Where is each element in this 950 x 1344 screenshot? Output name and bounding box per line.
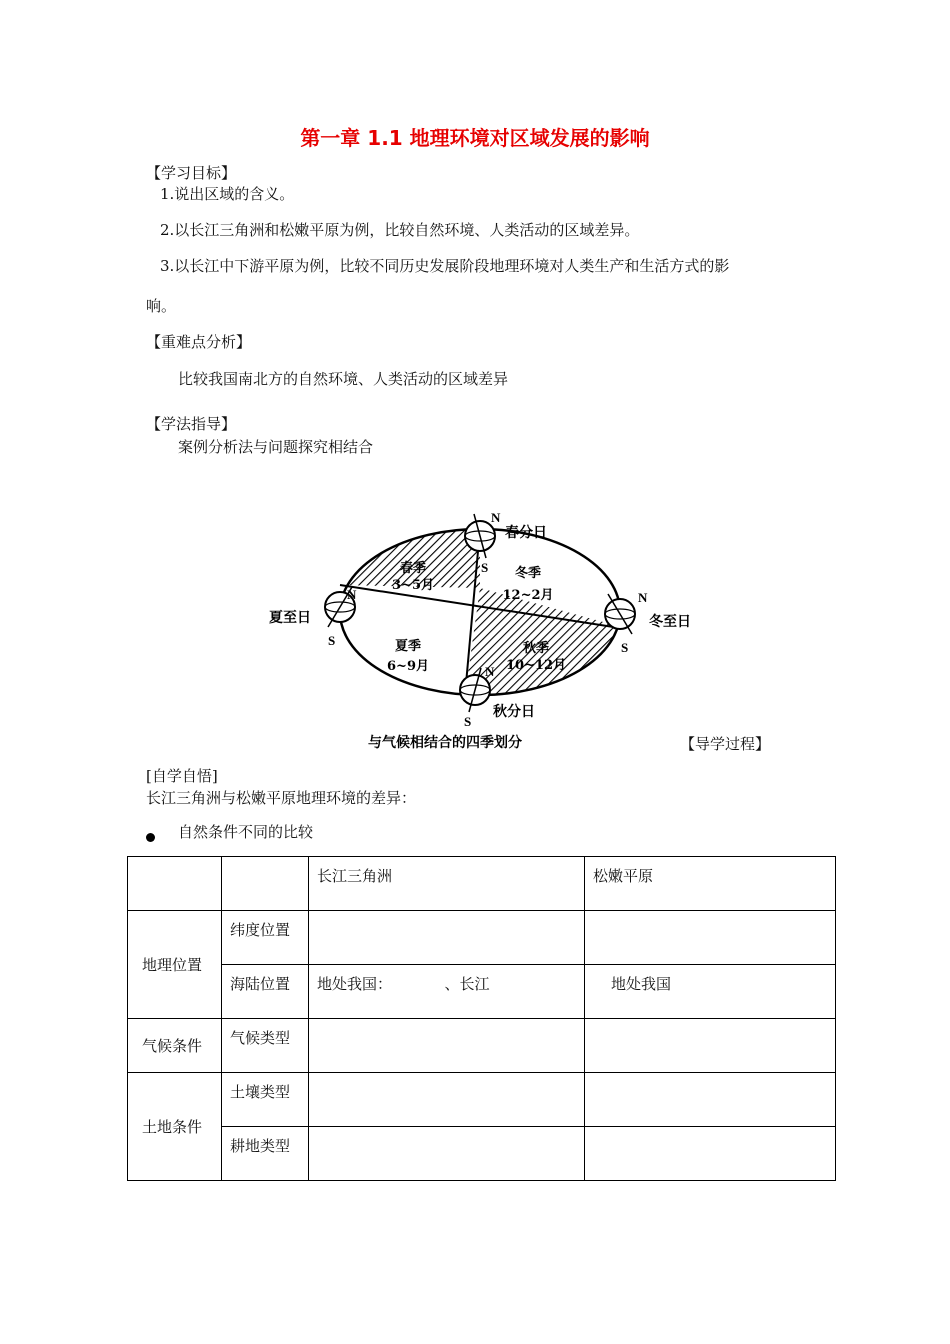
table-row xyxy=(128,857,836,911)
cell-sea-songnen[interactable]: 地处我国 xyxy=(585,965,836,1019)
cell-sea-yangtze[interactable]: 地处我国： 、长江 xyxy=(309,965,585,1019)
cell-lat-yangtze[interactable] xyxy=(309,911,585,965)
cell-soil-songnen[interactable] xyxy=(585,1073,836,1127)
spring-equinox-label: 春分日 xyxy=(505,525,547,541)
south-label: S xyxy=(328,633,336,648)
cell-lat-songnen[interactable] xyxy=(585,911,836,965)
row-soil-type: 土壤类型 xyxy=(222,1073,309,1127)
group-climate: 气候条件 xyxy=(128,1019,222,1073)
south-label: S xyxy=(481,560,489,575)
bullet-dot-icon xyxy=(146,827,155,846)
seasons-orbit-figure xyxy=(255,510,705,755)
north-label: N xyxy=(638,590,648,605)
table-row xyxy=(128,1127,836,1181)
autumn-equinox-label: 秋分日 xyxy=(493,704,535,720)
cell-soil-yangtze[interactable] xyxy=(309,1073,585,1127)
goal-item-3-cont: 响。 xyxy=(146,297,177,315)
south-label: S xyxy=(621,640,629,655)
row-sea-land: 海陆位置 xyxy=(222,965,309,1019)
cell-climate-yangtze[interactable] xyxy=(309,1019,585,1073)
winter-months: 12~2月 xyxy=(502,588,554,603)
group-land: 土地条件 xyxy=(128,1073,222,1181)
south-label: S xyxy=(464,714,472,729)
comparison-table xyxy=(127,856,836,1181)
process-heading: 【导学过程】 xyxy=(680,735,771,753)
method-text: 案例分析法与问题探究相结合 xyxy=(178,438,374,456)
winter-name: 冬季 xyxy=(514,566,542,581)
goals-heading: 【学习目标】 xyxy=(146,164,237,182)
summer-months: 6~9月 xyxy=(387,659,429,674)
row-farmland-type: 耕地类型 xyxy=(222,1127,309,1181)
winter-solstice-label: 冬至日 xyxy=(649,614,691,630)
goal-item-2: 2.以长江三角洲和松嫩平原为例，比较自然环境、人类活动的区域差异。 xyxy=(160,221,640,239)
self-study-heading: [自学自悟] xyxy=(146,767,218,785)
key-points-heading: 【重难点分析】 xyxy=(146,333,252,351)
table-corner-cell xyxy=(222,857,309,911)
north-label: N xyxy=(491,510,501,525)
spring-name: 春季 xyxy=(399,561,427,576)
table-corner-cell xyxy=(128,857,222,911)
table-row xyxy=(128,965,836,1019)
cell-climate-songnen[interactable] xyxy=(585,1019,836,1073)
row-climate-type: 气候类型 xyxy=(222,1019,309,1073)
cell-farm-songnen[interactable] xyxy=(585,1127,836,1181)
key-points-text: 比较我国南北方的自然环境、人类活动的区域差异 xyxy=(178,370,509,388)
table-row xyxy=(128,1073,836,1127)
table-row xyxy=(128,911,836,965)
page-title: 第一章 1.1 地理环境对区域发展的影响 xyxy=(300,126,650,150)
group-geo-position: 地理位置 xyxy=(128,911,222,1019)
table-row xyxy=(128,1019,836,1073)
cell-farm-yangtze[interactable] xyxy=(309,1127,585,1181)
summer-solstice-label: 夏至日 xyxy=(269,610,311,626)
row-latitude: 纬度位置 xyxy=(222,911,309,965)
goal-item-3: 3.以长江中下游平原为例，比较不同历史发展阶段地理环境对人类生产和生活方式的影 xyxy=(160,257,730,275)
north-label: N xyxy=(347,587,357,602)
method-heading: 【学法指导】 xyxy=(146,415,237,433)
autumn-months: 10~12月 xyxy=(505,658,567,673)
self-study-intro: 长江三角洲与松嫩平原地理环境的差异： xyxy=(146,789,417,807)
autumn-name: 秋季 xyxy=(522,641,550,656)
figure-caption: 与气候相结合的四季划分 xyxy=(368,735,522,751)
spring-months: 3~5月 xyxy=(392,578,434,593)
summer-name: 夏季 xyxy=(394,639,422,654)
north-label: N xyxy=(485,664,495,679)
goal-item-1: 1.说出区域的含义。 xyxy=(160,185,295,203)
bullet-text: 自然条件不同的比较 xyxy=(178,823,314,841)
col-header-songnen: 松嫩平原 xyxy=(585,857,836,911)
col-header-yangtze: 长江三角洲 xyxy=(309,857,585,911)
